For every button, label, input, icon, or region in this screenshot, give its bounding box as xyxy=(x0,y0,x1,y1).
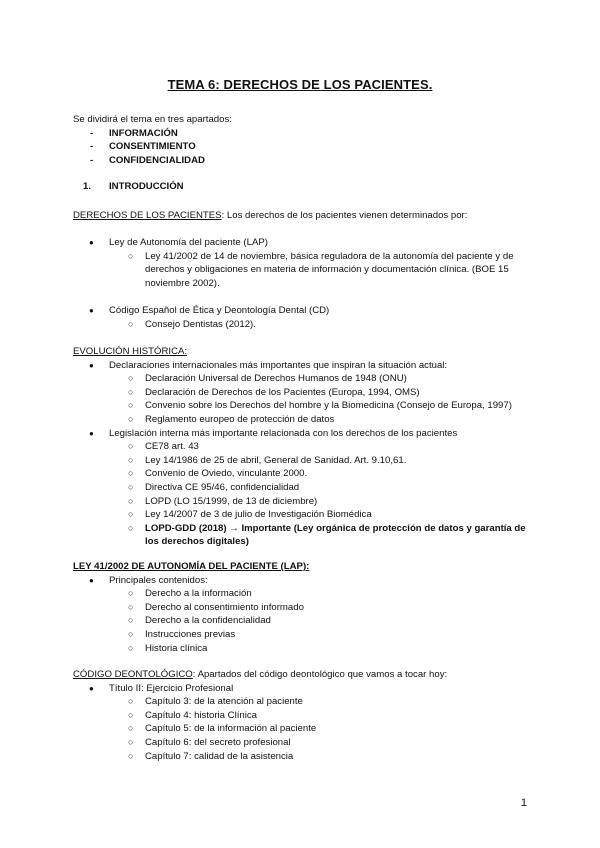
circle-bullet-icon: ○ xyxy=(128,468,134,479)
page-title: TEMA 6: DERECHOS DE LOS PACIENTES. xyxy=(167,77,433,92)
circle-bullet-icon: ○ xyxy=(128,642,134,653)
intro-section xyxy=(73,113,533,167)
list-item: ● Título II: Ejercicio Profesional xyxy=(89,682,234,694)
intro-text: Se dividirá el tema en tres apartados: xyxy=(73,114,232,125)
codigo-heading: CÓDIGO DEONTOLÓGICO xyxy=(73,669,193,680)
sub-list-item: ○ Declaración de Derechos de los Pacientes (Europa, 1994, OMS) xyxy=(128,386,420,398)
circle-bullet-icon: ○ xyxy=(128,386,134,397)
circle-bullet-icon: ○ xyxy=(128,481,134,492)
sub-list-item: ○ Directiva CE 95/46, confidencialidad xyxy=(128,481,300,493)
derechos-list xyxy=(73,304,533,331)
circle-bullet-icon: ○ xyxy=(128,373,134,384)
circle-bullet-icon: ○ xyxy=(128,696,134,707)
sub-list-item: ○ Derecho a la información xyxy=(128,588,252,600)
derechos-heading: DERECHOS DE LOS PACIENTES xyxy=(73,210,222,221)
circle-bullet-icon: ○ xyxy=(128,509,134,520)
list-item: ● Código Español de Ética y Deontología Dental (CD) xyxy=(89,305,330,316)
bullet-icon: ● xyxy=(89,306,94,315)
circle-bullet-icon: ○ xyxy=(128,495,134,506)
circle-bullet-icon: ○ xyxy=(128,750,134,761)
intro-item: - INFORMACIÓN xyxy=(90,127,178,139)
evolucion-section: EVOLUCIÓN HISTÓRICA: ● Declaraciones internacionales más importantes que inspiran la situación actual: ○ Declaración Universal de Derechos Humanos de 1948 (ONU) ○ Declaración de Derechos de los Pacientes (Europa, 1994, OMS) ○ Convenio sobre los Derechos del hombre y la Biomedicina (Consejo de Europa, 1997) ○ Reglamento europeo de protección de datos ● Legislación interna más importante relacionada con los derechos de los pacientes ○ CE78 art. 43 ○ Ley 14/1986 de 25 de abril, General de Sanidad. Art. 9.10,61. ○ Convenio de Oviedo, vinculante 2000. ○ Directiva CE 95/46, confidencialidad ○ LOPD (LO 15/1999, de 13 de diciembre) ○ Ley 14/2007 de 3 de julio de Investigación Biomédica ○ LOPD-GDD (2018) → Importante (Ley orgánica de protección de datos y garantía de los derechos digitales) xyxy=(73,345,533,549)
sub-list-item: ○ Declaración Universal de Derechos Humanos de 1948 (ONU) xyxy=(128,373,407,385)
circle-bullet-icon: ○ xyxy=(128,601,134,612)
sub-list-item: ○ CE78 art. 43 xyxy=(128,441,199,453)
circle-bullet-icon: ○ xyxy=(128,522,134,533)
list-item: ● Legislación interna más importante relacionada con los derechos de los pacientes xyxy=(89,427,458,439)
codigo-text: : Apartados del código deontológico que vamos a tocar hoy: xyxy=(192,669,448,680)
section-number: 1. xyxy=(83,181,92,192)
sub-list-item: ○ LOPD (LO 15/1999, de 13 de diciembre) xyxy=(128,495,318,507)
derechos-text: : Los derechos de los pacientes vienen determinados por: xyxy=(221,210,468,221)
ley-section xyxy=(73,560,533,655)
sub-list-item: ○ Reglamento europeo de protección de datos xyxy=(128,413,335,425)
derechos-section xyxy=(73,209,533,223)
circle-bullet-icon: ○ xyxy=(128,588,134,599)
page-number: 1 xyxy=(520,797,527,809)
sub-list-item: ○ Derecho a la confidencialidad xyxy=(128,615,271,627)
bullet-icon: ● xyxy=(89,575,94,585)
bullet-icon: ● xyxy=(89,238,94,247)
sub-list-item: ○ Ley 14/2007 de 3 de julio de Investigación Biomédica xyxy=(128,509,372,521)
circle-bullet-icon: ○ xyxy=(128,441,134,452)
sub-list-item: ○ Capítulo 6: del secreto profesional xyxy=(128,736,291,748)
bullet-icon: ● xyxy=(89,428,94,438)
circle-bullet-icon: ○ xyxy=(128,454,134,465)
circle-bullet-icon: ○ xyxy=(128,628,134,639)
sub-list-item: ○ LOPD-GDD (2018) → Importante (Ley orgánica de protección de datos y garantía de los derechos digitales) xyxy=(128,522,526,548)
circle-bullet-icon: ○ xyxy=(128,413,134,424)
bullet-icon: ● xyxy=(89,360,94,370)
circle-bullet-icon: ○ xyxy=(128,318,134,329)
sub-list-item: ○ Historia clínica xyxy=(128,642,208,654)
ley-heading: LEY 41/2002 DE AUTONOMÍA DEL PACIENTE (LAP): xyxy=(73,561,310,572)
sub-list-item: ○ Ley 14/1986 de 25 de abril, General de Sanidad. Art. 9.10,61. xyxy=(128,454,407,466)
circle-bullet-icon: ○ xyxy=(128,400,134,411)
sub-list-item: ○ Instrucciones previas xyxy=(128,628,236,640)
circle-bullet-icon: ○ xyxy=(128,723,134,734)
sub-list-item: ○ Convenio de Oviedo, vinculante 2000. xyxy=(128,468,308,480)
circle-bullet-icon: ○ xyxy=(128,250,134,261)
list-item: ● Principales contenidos: xyxy=(89,574,208,586)
bullet-icon: ● xyxy=(89,683,94,693)
sub-list-item: ○ Derecho al consentimiento informado xyxy=(128,601,304,613)
circle-bullet-icon: ○ xyxy=(128,736,134,747)
list-item: ● Declaraciones internacionales más importantes que inspiran la situación actual: xyxy=(89,359,448,371)
intro-item: - CONSENTIMIENTO xyxy=(90,141,196,153)
intro-item: - CONFIDENCIALIDAD xyxy=(90,154,205,166)
sub-list-item: ○ Capítulo 3: de la atención al paciente xyxy=(128,696,303,708)
sub-list-item: ○ Capítulo 5: de la información al paciente xyxy=(128,723,317,735)
sub-list-item: ○ Consejo Dentistas (2012). xyxy=(128,318,256,330)
section-heading xyxy=(73,180,533,194)
list-item: ● Ley de Autonomía del paciente (LAP) xyxy=(89,237,268,248)
section-label: INTRODUCCIÓN xyxy=(109,181,184,192)
sub-list-item: ○ Capítulo 4: historia Clínica xyxy=(128,709,257,721)
evolucion-heading: EVOLUCIÓN HISTÓRICA xyxy=(73,346,185,357)
circle-bullet-icon: ○ xyxy=(128,709,134,720)
derechos-list xyxy=(73,236,533,290)
circle-bullet-icon: ○ xyxy=(128,615,134,626)
sub-list-item: ○ Capítulo 7: calidad de la asistencia xyxy=(128,750,294,762)
sub-list-item: ○ Ley 41/2002 de 14 de noviembre, básica reguladora de la autonomía del paciente y de derechos y obligaciones en materia de información y documentación clínica. (BOE 15 noviembre 2002). xyxy=(128,250,514,289)
codigo-section xyxy=(73,668,533,763)
sub-list-item: ○ Convenio sobre los Derechos del hombre y la Biomedicina (Consejo de Europa, 1997) xyxy=(128,400,512,412)
